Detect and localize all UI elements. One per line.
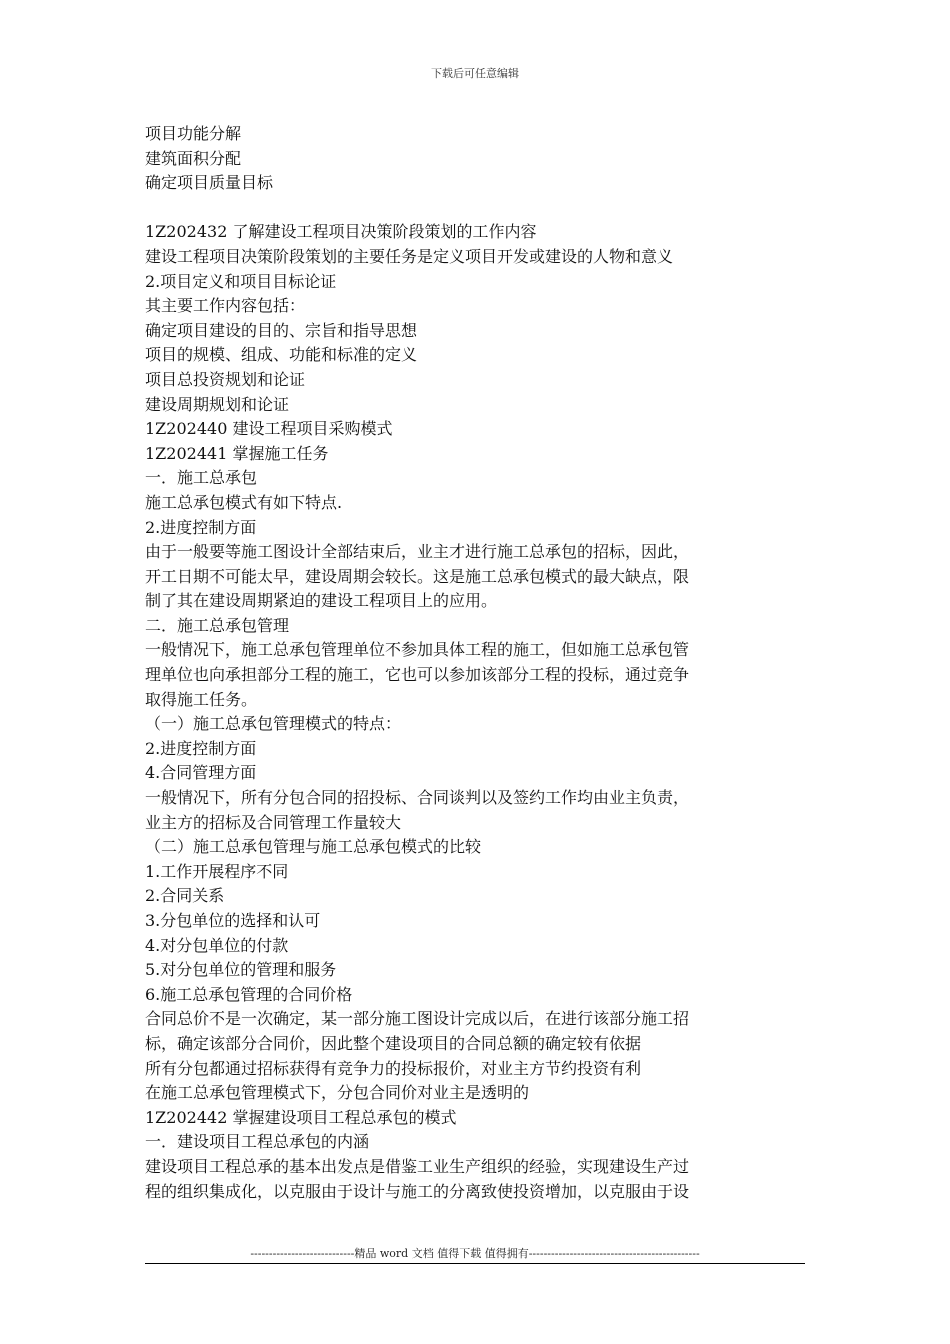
text-line: 业主方的招标及合同管理工作量较大: [145, 812, 402, 832]
text-line: 4.对分包单位的付款: [145, 935, 289, 955]
text-line: 制了其在建设周期紧迫的建设工程项目上的应用。: [145, 591, 498, 611]
document-body: [145, 122, 810, 1204]
text-line: 施工总承包模式有如下特点.: [145, 492, 343, 512]
text-line: 6.施工总承包管理的合同价格: [145, 984, 353, 1004]
text-line: 1Z202440 建设工程项目采购模式: [145, 419, 393, 439]
text-line: 建设项目工程总承的基本出发点是借鉴工业生产组织的经验，实现建设生产过: [145, 1156, 690, 1176]
text-line: （二）施工总承包管理与施工总承包模式的比较: [145, 837, 482, 857]
text-line: 1.工作开展程序不同: [145, 861, 289, 881]
text-line: 开工日期不可能太早，建设周期会较长。这是施工总承包模式的最大缺点，限: [145, 566, 690, 586]
text-line: 一般情况下，所有分包合同的招投标、合同谈判以及签约工作均由业主负责，: [145, 788, 690, 808]
text-line: 一．施工总承包: [145, 468, 258, 488]
text-line: 1Z202442 掌握建设项目工程总承包的模式: [145, 1107, 457, 1127]
text-line: 一般情况下，施工总承包管理单位不参加具体工程的施工，但如施工总承包管: [145, 640, 690, 660]
text-line: 建设周期规划和论证: [145, 394, 290, 414]
text-line: 项目功能分解: [145, 124, 242, 143]
text-line: 4.合同管理方面: [145, 763, 257, 783]
text-line: 由于一般要等施工图设计全部结束后，业主才进行施工总承包的招标，因此，: [145, 542, 690, 562]
text-line: 程的组织集成化，以克服由于设计与施工的分离致使投资增加，以克服由于设: [145, 1181, 690, 1201]
text-line: [145, 196, 810, 221]
text-line: 2.进度控制方面: [145, 517, 257, 537]
text-line: 确定项目质量目标: [145, 173, 274, 193]
text-line: 5.对分包单位的管理和服务: [145, 960, 337, 980]
text-line: 取得施工任务。: [145, 689, 258, 709]
text-line: 3.分包单位的选择和认可: [145, 911, 321, 930]
page-footer: ----------------------------精品 word 文档 值得下载 值得拥有----------------------------------------------: [250, 1247, 700, 1260]
text-line: 项目的规模、组成、功能和标准的定义: [145, 345, 418, 365]
text-line: 2.项目定义和项目目标论证: [145, 271, 337, 291]
text-line: （一）施工总承包管理模式的特点：: [145, 714, 402, 734]
text-line: 2.合同关系: [145, 886, 225, 906]
text-line: 1Z202432 了解建设工程项目决策阶段策划的工作内容: [145, 222, 537, 242]
text-line: 其主要工作内容包括：: [145, 296, 306, 316]
text-line: 确定项目建设的目的、宗旨和指导思想: [145, 320, 418, 340]
text-line: 二．施工总承包管理: [145, 615, 290, 635]
text-line: 建筑面积分配: [145, 148, 242, 168]
text-line: 理单位也向承担部分工程的施工，它也可以参加该部分工程的投标，通过竞争: [145, 665, 690, 685]
text-line: 一．建设项目工程总承包的内涵: [145, 1132, 370, 1152]
text-line: 在施工总承包管理模式下，分包合同价对业主是透明的: [145, 1083, 530, 1103]
text-line: 建设工程项目决策阶段策划的主要任务是定义项目开发或建设的人物和意义: [145, 246, 674, 266]
text-line: 标，确定该部分合同价，因此整个建设项目的合同总额的确定较有依据: [145, 1033, 642, 1053]
text-line: 所有分包都通过招标获得有竞争力的投标报价，对业主方节约投资有利: [145, 1058, 642, 1078]
page-header: 下载后可任意编辑: [431, 67, 519, 80]
text-line: 1Z202441 掌握施工任务: [145, 443, 329, 463]
text-line: 项目总投资规划和论证: [145, 369, 306, 389]
text-line: 合同总价不是一次确定，某一部分施工图设计完成以后，在进行该部分施工招: [145, 1009, 690, 1029]
text-line: 2.进度控制方面: [145, 738, 257, 758]
footer-rule: [145, 1263, 805, 1264]
